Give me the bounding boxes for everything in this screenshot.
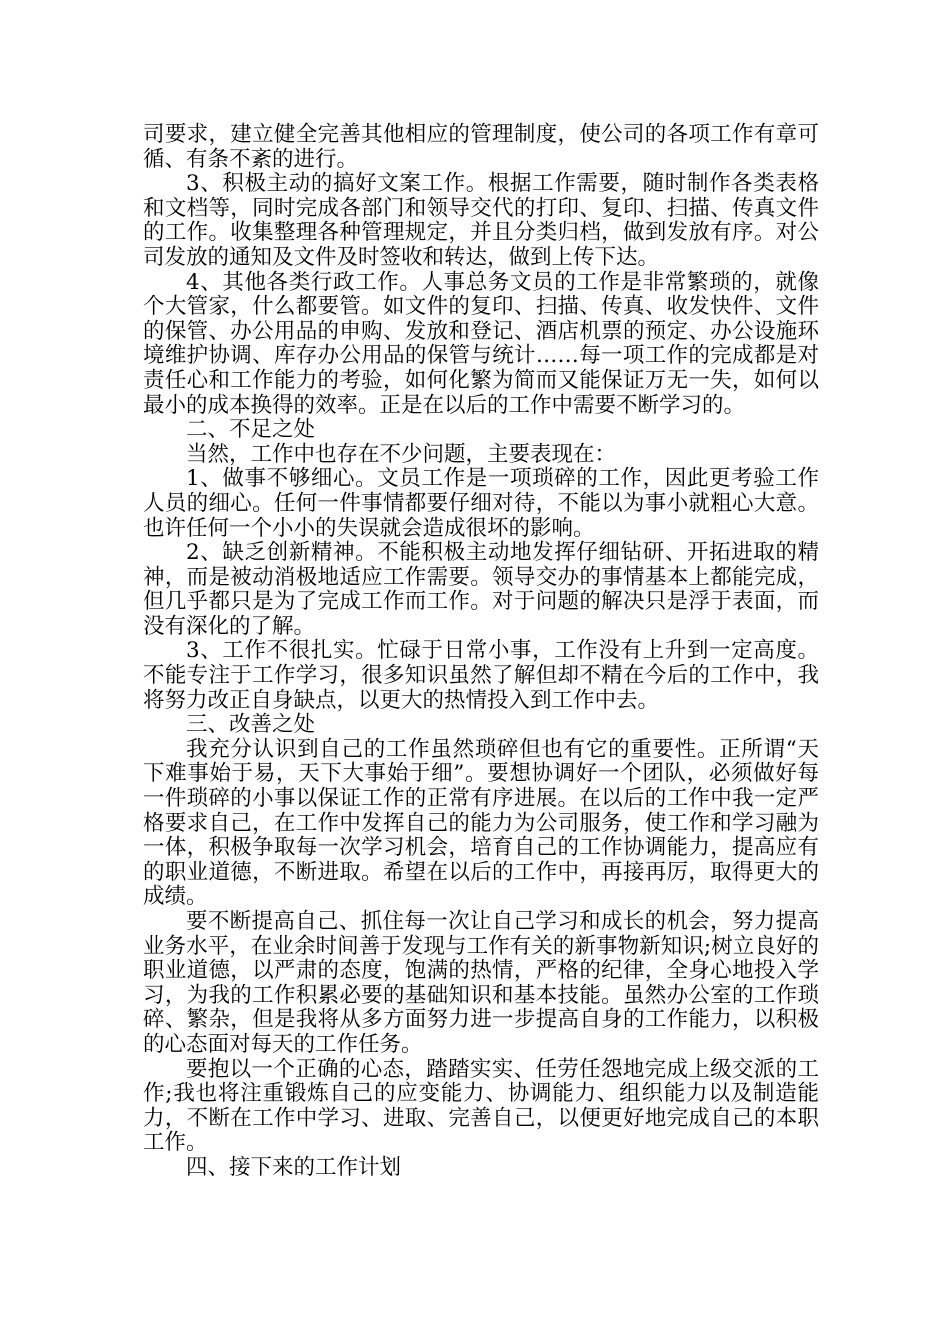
- paragraph-shortcoming-3: 3、工作不很扎实。忙碌于日常小事，工作没有上升到一定高度。不能专注于工作学习，很多知识虽然了解但却不精在今后的工作中，我将努力改正自身缺点，以更大的热情投入到工作中去。: [143, 638, 819, 713]
- paragraph-item-3-copywriting: 3、积极主动的搞好文案工作。根据工作需要，随时制作各类表格和文档等，同时完成各部门和领导交代的打印、复印、扫描、传真文件的工作。收集整理各种管理规定，并且分类归档，做到发放有序。对公司发放的通知及文件及时签收和转达，做到上传下达。: [143, 171, 819, 270]
- paragraph-item-4-admin-work: 4、其他各类行政工作。人事总务文员的工作是非常繁琐的，就像个大管家，什么都要管。如文件的复印、扫描、传真、收发快件、文件的保管、办公用品的申购、发放和登记、酒店机票的预定、办公设施环境维护协调、库存办公用品的保管与统计……每一项工作的完成都是对责任心和工作能力的考验，如何化繁为简而又能保证万无一失，如何以最小的成本换得的效率。正是在以后的工作中需要不断学习的。: [143, 269, 819, 418]
- paragraph-improvement-3: 要抱以一个正确的心态，踏踏实实、任劳任怨地完成上级交派的工作;我也将注重锻炼自己的应变能力、协调能力、组织能力以及制造能力，不断在工作中学习、进取、完善自己，以便更好地完成自己的本职工作。: [143, 1056, 819, 1156]
- section-heading-improvements: 三、改善之处: [186, 712, 316, 738]
- section-heading-shortcomings: 二、不足之处: [186, 417, 316, 443]
- paragraph-improvement-2: 要不断提高自己、抓住每一次让自己学习和成长的机会，努力提高业务水平，在业余时间善于发现与工作有关的新事物新知识;树立良好的职业道德，以严肃的态度，饱满的热情，严格的纪律，全身心地投入学习，为我的工作积累必要的基础知识和基本技能。虽然办公室的工作琐碎、繁杂，但是我将从多方面努力进一步提高自身的工作能力，以积极的心态面对每天的工作任务。: [143, 909, 819, 1057]
- section-heading-next-plan: 四、接下来的工作计划: [186, 1154, 402, 1180]
- paragraph-shortcoming-2: 2、缺乏创新精神。不能积极主动地发挥仔细钻研、开拓进取的精神，而是被动消极地适应工作需要。领导交办的事情基本上都能完成，但几乎都只是为了完成工作而工作。对于问题的解决只是浮于表面，而没有深化的了解。: [143, 540, 819, 639]
- paragraph-improvement-1: 我充分认识到自己的工作虽然琐碎但也有它的重要性。正所谓“天下难事始于易，天下大事始于细”。要想协调好一个团队，必须做好每一件琐碎的小事以保证工作的正常有序进展。在以后的工作中我一定严格要求自己，在工作中发挥自己的能力为公司服务，使工作和学习融为一体，积极争取每一次学习机会，培育自己的工作协调能力，提高应有的职业道德，不断进取。希望在以后的工作中，再接再厉，取得更大的成绩。: [143, 736, 819, 910]
- paragraph-shortcoming-1: 1、做事不够细心。文员工作是一项琐碎的工作，因此更考验工作人员的细心。任何一件事情都要仔细对待，不能以为事小就粗心大意。也许任何一个小小的失误就会造成很坏的影响。: [143, 466, 819, 541]
- document-body: [143, 123, 819, 1181]
- paragraph-shortcomings-intro: 当然，工作中也存在不少问题，主要表现在：: [186, 441, 617, 467]
- paragraph-continuation: 司要求，建立健全完善其他相应的管理制度，使公司的各项工作有章可循、有条不紊的进行。: [143, 122, 819, 172]
